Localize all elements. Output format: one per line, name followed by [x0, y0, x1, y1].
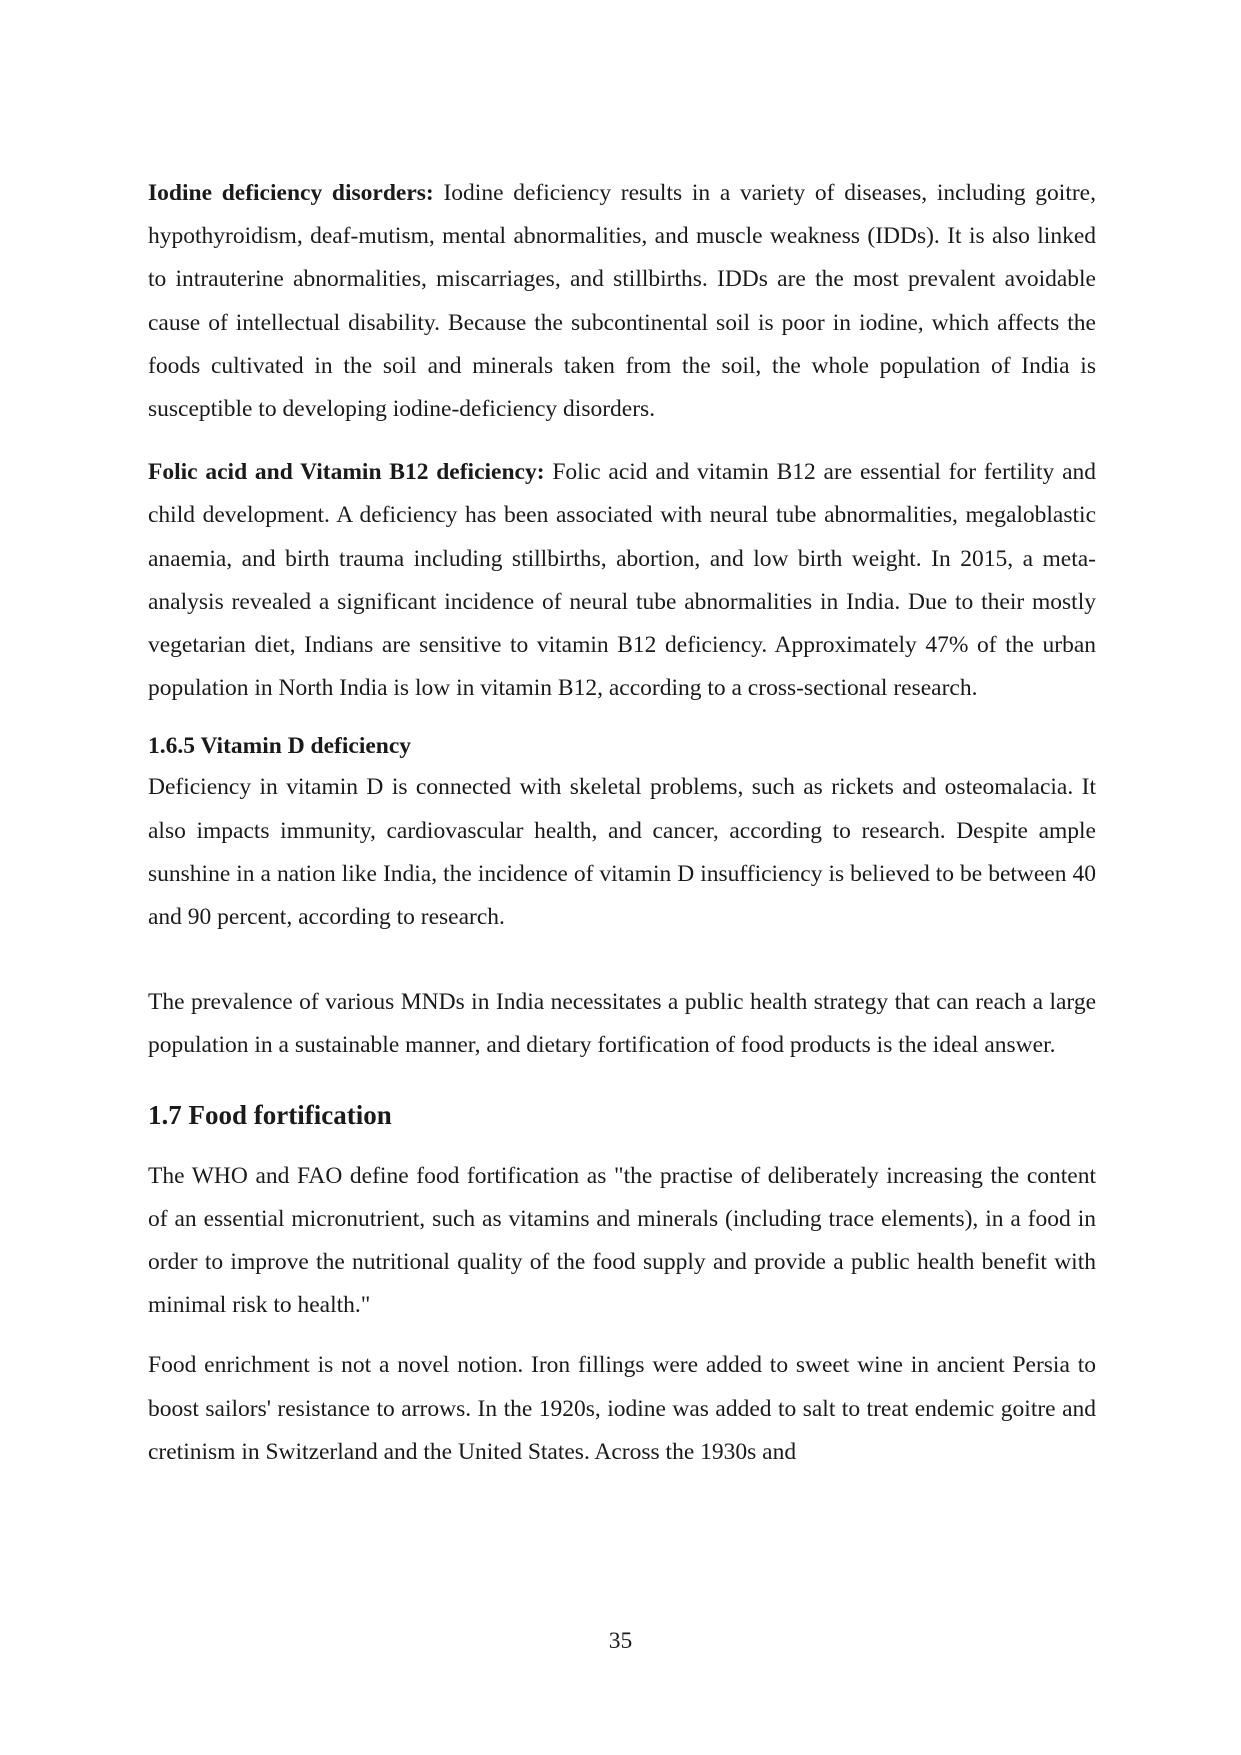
fortification-definition-paragraph: The WHO and FAO define food fortification as "the practise of deliberately increasing the content of an essential micronutrient, such as vitamins and minerals (including trace elements), in a food in order to improve the nutritional quality of the food supply and provide a public health benefit with minimal risk to health."	[148, 1162, 1096, 1319]
fortification-history-paragraph: Food enrichment is not a novel notion. Iron fillings were added to sweet wine in ancient Persia to boost sailors' resistance to arrows. In the 1920s, iodine was added to salt to treat endemic goitre and cretinism in Switzerland and the United States. Across the 1930s and	[148, 1352, 1096, 1465]
iodine-paragraph	[148, 172, 1096, 431]
iodine-heading: Iodine deficiency disorders:	[148, 180, 434, 206]
document-page	[148, 172, 1096, 1474]
page-number: 35	[608, 1628, 633, 1654]
folic-heading: Folic acid and Vitamin B12 deficiency:	[148, 459, 545, 486]
folic-text: Folic acid and vitamin B12 are essential for fertility and child development. A deficiency has been associated with neural tube abnormalities, megaloblastic anaemia, and birth trauma including stillbirths, abortion, and low birth weight. In 2015, a meta-analysis revealed a significant incidence of neural tube abnormalities in India. Due to their mostly vegetarian diet, Indians are sensitive to vitamin B12 deficiency. Approximately 47% of the urban population in North India is low in vitamin B12, according to a cross-sectional research.	[148, 459, 1097, 702]
food-fortification-heading: 1.7 Food fortification	[148, 1099, 392, 1130]
iodine-text: Iodine deficiency results in a variety of diseases, including goitre, hypothyroidism, deaf-mutism, mental abnormalities, and muscle weakness (IDDs). It is also linked to intrauterine abnormalities, miscarriages, and stillbirths. IDDs are the most prevalent avoidable cause of intellectual disability. Because the subcontinental soil is poor in iodine, which affects the foods cultivated in the soil and minerals taken from the soil, the whole population of India is susceptible to developing iodine-deficiency disorders.	[148, 180, 1096, 423]
vitamin-d-paragraph: Deficiency in vitamin D is connected with skeletal problems, such as rickets and osteomalacia. It also impacts immunity, cardiovascular health, and cancer, according to research. Despite ample sunshine in a nation like India, the incidence of vitamin D insufficiency is believed to be between 40 and 90 percent, according to research.	[148, 774, 1096, 931]
mnd-summary-paragraph: The prevalence of various MNDs in India necessitates a public health strategy that can reach a large population in a sustainable manner, and dietary fortification of food products is the ideal answer.	[148, 989, 1096, 1059]
vitamin-d-heading: 1.6.5 Vitamin D deficiency	[148, 733, 412, 760]
folic-paragraph	[148, 451, 1096, 710]
